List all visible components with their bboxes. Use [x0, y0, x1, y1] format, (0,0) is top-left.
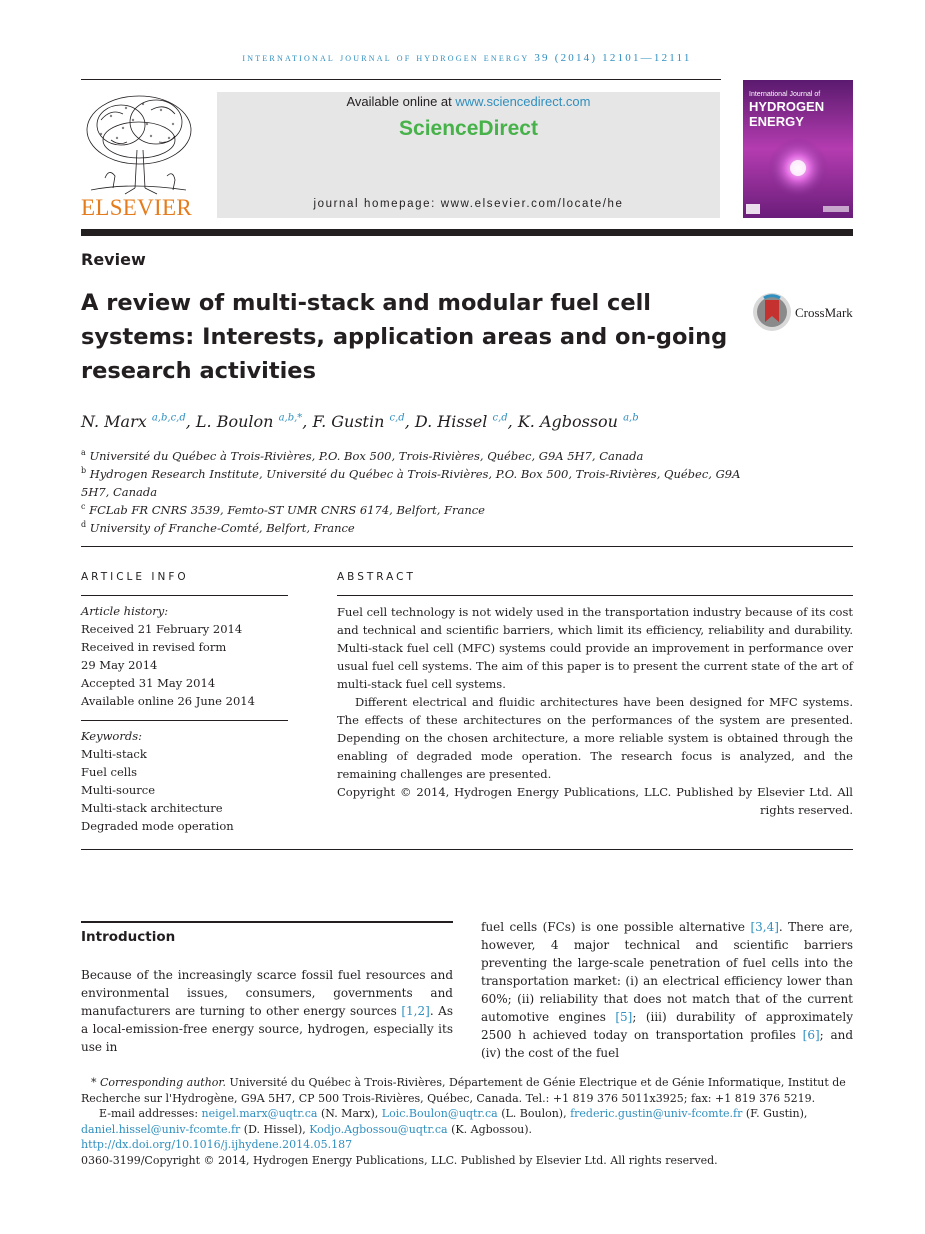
affiliation-label: a	[81, 448, 86, 457]
introduction-right-column	[481, 918, 853, 1062]
affiliation	[81, 462, 741, 501]
affiliation-text: University of Franche-Comté, Belfort, France	[89, 520, 355, 535]
history-line: Received 21 February 2014	[81, 622, 243, 636]
citation-link[interactable]: [6]	[802, 1028, 820, 1042]
abstract-body	[337, 603, 853, 819]
author-name: K. Agbossou	[517, 412, 618, 431]
author-name: N. Marx	[81, 412, 147, 431]
sciencedirect-logo: ScienceDirect	[399, 117, 538, 140]
keyword: Multi-stack architecture	[81, 801, 223, 815]
keywords	[81, 727, 291, 835]
author-affiliation-marks[interactable]: a,b	[623, 412, 639, 424]
divider	[81, 720, 288, 721]
history-line: Available online 26 June 2014	[81, 694, 255, 708]
email-link[interactable]: Loic.Boulon@uqtr.ca	[381, 1107, 498, 1120]
author-affiliation-marks[interactable]: c,d	[389, 412, 405, 424]
keyword: Multi-source	[81, 783, 156, 797]
introduction-left-column	[81, 966, 453, 1056]
body-text: . As a local-emission-free energy source, hydrogen, especially its use in	[81, 1004, 454, 1054]
author-name: F. Gustin	[312, 412, 385, 431]
affiliation-label: c	[81, 502, 86, 511]
elsevier-wordmark: ELSEVIER	[81, 195, 192, 220]
author-name: L. Boulon	[195, 412, 274, 431]
article-history	[81, 602, 291, 710]
divider	[81, 546, 853, 547]
email-label: E-mail addresses:	[99, 1107, 202, 1120]
author-affiliation-marks[interactable]: c,d	[492, 412, 508, 424]
doi-link[interactable]: http://dx.doi.org/10.1016/j.ijhydene.2014.05.187	[81, 1138, 353, 1151]
affiliation-text: Hydrogen Research Institute, Université du Québec à Trois-Rivières, P.O. Box 500, Trois-Rivières, Québec, G9A 5H7, Canada	[81, 466, 741, 499]
corresponding-label: * Corresponding author.	[91, 1076, 226, 1089]
author-list: N. Marx $^{a,b,c,d}$, L. Boulon $^{a,b,*}$, F. Gustin $^{c,d}$, D. Hissel $^{c,d}$, K. Agbossou $^{a,b}$	[81, 412, 639, 431]
abstract-copyright: Copyright © 2014, Hydrogen Energy Publications, LLC. Published by Elsevier Ltd. All rights reserved.	[337, 785, 853, 817]
divider	[81, 849, 853, 850]
crossmark-label[interactable]: CrossMark	[795, 305, 853, 320]
email-owner: (N. Marx),	[317, 1107, 382, 1120]
citation-link[interactable]: [1,2]	[401, 1004, 430, 1018]
author-affiliation-marks[interactable]: a,b,c,d	[151, 412, 186, 424]
history-label: Article history:	[81, 604, 169, 618]
divider	[337, 595, 853, 596]
available-online-prefix: Available online at	[346, 94, 456, 109]
abstract-paragraph: Different electrical and fluidic architectures have been designed for MFC systems. The effects of these architectures on the performances of the system are presented. Depending on the chosen architecture, a more reliable system is obtained through the enabling of degraded mode operation. The research focus is analyzed, and the remaining challenges are presented.	[337, 695, 853, 781]
introduction-heading: Introduction	[81, 929, 176, 945]
citation-link[interactable]: [3,4]	[750, 920, 779, 934]
issn-copyright: 0360-3199/Copyright © 2014, Hydrogen Energy Publications, LLC. Published by Elsevier Ltd. All rights reserved.	[81, 1153, 718, 1167]
body-text: . There are, however, 4 major technical and scientific barriers preventing the large-scale penetration of fuel cells into the transportation market: (i) an electrical efficiency lower than 60%; (ii) reliability that does not match that of the current automotive engines	[481, 920, 853, 1024]
email-link[interactable]: Kodjo.Agbossou@uqtr.ca	[309, 1122, 448, 1136]
affiliation-label: d	[81, 520, 87, 529]
affiliation-text: Université du Québec à Trois-Rivières, P.O. Box 500, Trois-Rivières, Québec, G9A 5H7, Canada	[89, 448, 644, 463]
email-owner: (D. Hissel),	[240, 1122, 310, 1136]
article-title: A review of multi-stack and modular fuel cell systems: Interests, application areas and on-going research activities	[81, 290, 728, 384]
cover-line3: ENERGY	[749, 114, 804, 129]
divider	[81, 595, 288, 596]
body-text: Because of the increasingly scarce fossil fuel resources and environmental issues, consumers, governments and manufacturers are turning to other energy sources	[81, 968, 453, 1018]
journal-cover-image	[743, 80, 853, 218]
history-line: 29 May 2014	[81, 658, 158, 672]
email-link[interactable]: neigel.marx@uqtr.ca	[201, 1107, 318, 1120]
keyword: Fuel cells	[81, 765, 138, 779]
citation-link[interactable]: [5]	[615, 1010, 633, 1024]
email-owner: (K. Agbossou).	[447, 1122, 533, 1136]
running-head-rule	[81, 79, 721, 80]
article-type: Review	[81, 250, 146, 269]
running-head: international journal of hydrogen energy 39 (2014) 12101—12111	[242, 52, 692, 64]
section-rule	[81, 921, 453, 923]
email-addresses	[81, 1106, 853, 1137]
sciencedirect-link[interactable]: www.sciencedirect.com	[455, 94, 591, 109]
footnotes	[81, 1075, 853, 1168]
affiliation	[81, 516, 741, 537]
corresponding-author-note	[81, 1075, 853, 1106]
journal-homepage[interactable]: journal homepage: www.elsevier.com/locate/he	[313, 198, 624, 210]
cover-line1: International Journal of	[749, 91, 821, 98]
author-name: D. Hissel	[414, 412, 488, 431]
email-link[interactable]: frederic.gustin@univ-fcomte.fr	[570, 1107, 743, 1120]
body-text: ; (iii) durability of approximately 2500 h achieved today on transportation profiles	[481, 1010, 853, 1042]
email-owner: (F. Gustin),	[742, 1107, 808, 1120]
keyword: Degraded mode operation	[81, 819, 234, 833]
keywords-label: Keywords:	[81, 729, 142, 743]
available-online-line	[217, 94, 720, 109]
abstract-paragraph: Fuel cell technology is not widely used in the transportation industry because of its cost and technical and scientific barriers, which limit its efficiency, reliability and durability. Multi-stack fuel cell (MFC) systems could provide an improvement in performance over usual fuel cell systems. The aim of this paper is to present the current state of the art of multi-stack fuel cell systems.	[337, 605, 853, 691]
email-link[interactable]: daniel.hissel@univ-fcomte.fr	[81, 1122, 241, 1136]
author-affiliation-marks[interactable]: a,b,*	[278, 412, 303, 424]
body-text: ; and (iv) the cost of the fuel	[481, 1028, 854, 1060]
affiliation-label: b	[81, 466, 87, 475]
article-info-heading: ARTICLE INFO	[81, 571, 189, 583]
history-line: Accepted 31 May 2014	[81, 676, 216, 690]
body-text: fuel cells (FCs) is one possible alternative	[481, 920, 751, 934]
abstract-heading: ABSTRACT	[337, 571, 416, 583]
affiliation-text: FCLab FR CNRS 3539, Femto-ST UMR CNRS 6174, Belfort, France	[89, 502, 485, 517]
corresponding-text: Université du Québec à Trois-Rivières, Département de Génie Electrique et de Génie Informatique, Institut de Recherche sur l'Hydrogène, G9A 5H7, CP 500 Trois-Rivières, Québec, Canada. Tel.: +1 819 376 5011x3925; fax: +1 819 376 5219.	[81, 1076, 846, 1105]
email-owner: (L. Boulon),	[497, 1107, 571, 1120]
cover-line2: HYDROGEN	[749, 99, 825, 114]
header-thick-rule	[81, 229, 853, 236]
history-line: Received in revised form	[81, 640, 227, 654]
keyword: Multi-stack	[81, 747, 147, 761]
